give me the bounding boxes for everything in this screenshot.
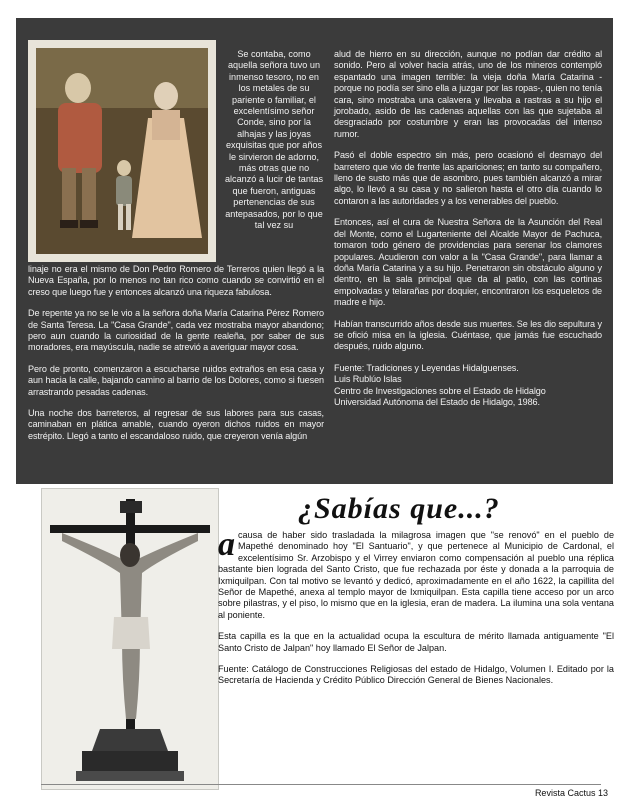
story-right-column	[334, 49, 602, 408]
sabias-paragraph	[218, 526, 614, 621]
sabias-source: Fuente: Catálogo de Construcciones Religiosas del estado de Hidalgo, Volumen I. Editado por la Secretaría de Hacienda y Crédito Público Dirección General de Bienes Nacionales.	[218, 664, 614, 686]
story-paragraph: linaje no era el mismo de Don Pedro Romero de Terreros quien llegó a la Nueva España, por lo menos no tan rico como cuando se convirtió en el creso que luego fue y entonces alcanzó una riqueza fabulosa.	[28, 264, 324, 297]
painting-image	[36, 48, 208, 254]
story-lead-text: Se contaba, como aquella señora tuvo un inmenso tesoro, no en los metales de su pariente o familiar, el excelentísimo señor Conde, sino por la alhajas y las joyas exquisitas que por años le sirvieron de adorno, más otras que no alcanzó a lucir de tantas que fueron, antiguas pertenencias de sus antepasados, por lo que tal vez su	[224, 49, 324, 231]
magazine-name: Revista Cactus	[534, 788, 596, 798]
crucifix-illustration	[42, 489, 218, 789]
story-paragraph: De repente ya no se le vio a la señora doña María Catarina Pérez Romero de Santa Teresa. La "Casa Grande", cada vez mostraba mayor abandono; pero aun cuando la curiosidad de la gente realeña, por saber de sus moradores, era mayúscula, nadie se atrevió a averiguar mayor cosa.	[28, 308, 324, 353]
source-line: Universidad Autónoma del Estado de Hidalgo, 1986.	[334, 396, 540, 407]
story-paragraph: Una noche dos barreteros, al regresar de sus labores para sus casas, caminaban en plática amable, cuando oyeron dichos ruidos en mayor estrépito. Llegó a tanto el escandaloso ruido, que creyeron venía algún	[28, 408, 324, 441]
story-paragraph: Habían transcurrido años desde sus muertes. Se les dio sepultura y se ofició misa en la iglesia. Cuéntase, que jamás fue escuchado después, ruido alguno.	[334, 318, 602, 352]
colonial-painting-photo	[28, 40, 216, 262]
sabias-paragraph: Esta capilla es la que en la actualidad ocupa la escultura de mérito llamada antiguamente "El Santo Cristo de Jalpan" hoy llamado El Señor de Jalpan.	[218, 631, 614, 653]
drop-cap: a	[218, 526, 235, 563]
story-paragraph: Pasó el doble espectro sin más, pero ocasionó el desmayo del barretero que vio de frente las apariciones; en tanto su compañero, lleno de susto más que de asombro, pues también alcanzó a mirar algo, lo llevó a su casa y no salieron hasta el otro día cuando lo contaron a las autoridades y a los venerables del pueblo.	[334, 150, 602, 206]
source-line: Fuente: Tradiciones y Leyendas Hidalguenses.	[334, 362, 519, 373]
sabias-heading: ¿Sabías que...?	[298, 492, 500, 525]
page-number: 13	[597, 788, 608, 798]
story-paragraph: Entonces, así el cura de Nuestra Señora de la Asunción del Real del Monte, como el Lugarteniente del Alcalde Mayor de Pachuca, tomaron todo género de providencias para serenar los clamores populares. Acudieron con valor a la "Casa Grande", para llamar a doña María Catarina y a su hijo. Penetraron sin obstáculo alguno y dentro, en la sala principal que da al patio, con las cortinas empolvadas y telarañas por doquier, encontraron los esqueletos de madre e hijo.	[334, 217, 602, 308]
source-line: Centro de Investigaciones sobre el Estado de Hidalgo	[334, 385, 546, 396]
story-source	[334, 363, 602, 409]
source-line: Luis Rublúo Islas	[334, 374, 402, 385]
story-paragraph: alud de hierro en su dirección, aunque no podían dar crédito al sonido. Pero al volver hacia atrás, uno de los mineros contempló espantado una imagen terrible: la vieja doña María Catarina -porque no podía ser sino ella a juzgar por las ropas-, quien no tenía cara, sino mostraba una calavera y llevaba a rastras a su hijo el jorobado, asido de las cadenas aquellas con las que sujetaba al desgraciado por costumbre y eran las provocadas del intenso rumor.	[334, 49, 602, 139]
footer-rule	[41, 784, 601, 785]
page-footer	[535, 788, 608, 798]
story-paragraph: Pero de pronto, comenzaron a escucharse ruidos extraños en esa casa y aun hacia la calle, bajando camino al barrio de los Dolores, como si fuesen arrastrando pesadas cadenas.	[28, 363, 324, 397]
painting-illustration	[36, 48, 208, 254]
story-left-column	[28, 264, 324, 452]
crucifix-photo	[41, 488, 219, 790]
sabias-paragraph-text: causa de haber sido trasladada la milagrosa imagen que "se renovó" en el pueblo de Mapethé denominado hoy "El Santuario", y que pertenece al Municipio de Cardonal, el excelentísimo Sr. Arzobispo y el Virrey enviaron como compensación al pueblo una réplica bastante bien lograda del Santo Cristo, que fue rechazada por éste y donada a la parroquia de Ixmiquilpan. Con tal motivo se levantó y dedicó, aproximadamente en el año 1622, la capillita del Señor de Mapethé, anexa al templo mayor de Ixmiquilpan. Esta capilla tiene acceso por un arco sobre pilastras, y el piso, lo mismo que en la iglesia, eran de madera. La ilumina una sola ventana al poniente.	[218, 530, 614, 620]
sabias-article	[218, 526, 614, 697]
